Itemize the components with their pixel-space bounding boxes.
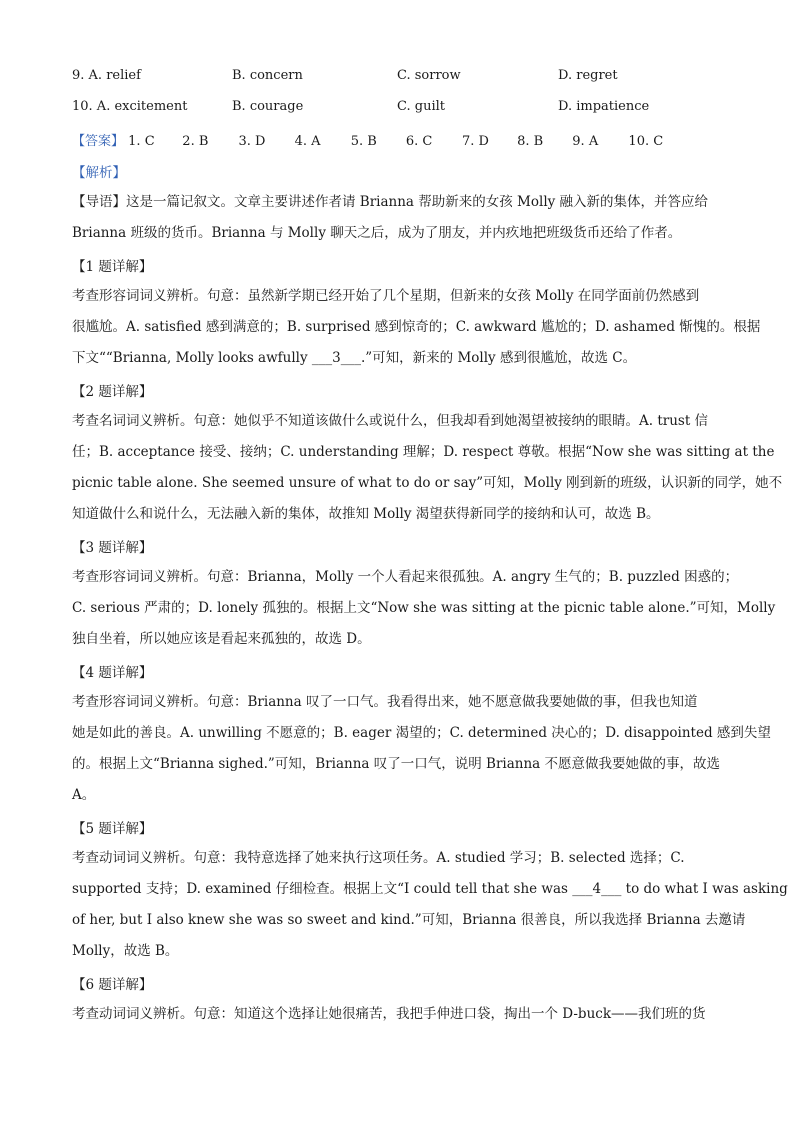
answer-item: 6. C bbox=[405, 134, 433, 149]
section-line: of her, but I also knew she was so sweet and kind.”可知，Brianna 很善良，所以我选择 Brianna 去邀请 bbox=[72, 912, 746, 928]
section-line: 很尴尬。A. satisfied 感到满意的；B. surprised 感到惊奇的；C. awkward 尴尬的；D. ashamed 惭愧的。根据 bbox=[72, 319, 761, 335]
section-line: 考查形容词词义辨析。句意：Brianna 叹了一口气。我看得出来，她不愿意做我要她做的事，但我也知道 bbox=[72, 694, 698, 710]
option-d: D. impatience bbox=[558, 99, 650, 114]
answer-item: 7. D bbox=[462, 134, 489, 149]
section-heading: 【5 题详解】 bbox=[72, 821, 153, 837]
options-row-10 bbox=[72, 99, 722, 119]
answer-label: 【答案】 bbox=[72, 134, 125, 149]
section-line: 考查动词词义辨析。句意：我特意选择了她来执行这项任务。A. studied 学习；B. selected 选择；C. bbox=[72, 850, 685, 866]
section-line: supported 支持；D. examined 仔细检查。根据上文“I could tell that she was ___4___ to do what I was asking bbox=[72, 881, 788, 897]
section-line: 考查形容词词义辨析。句意：Brianna，Molly 一个人看起来很孤独。A. angry 生气的；B. puzzled 困惑的； bbox=[72, 569, 739, 585]
section-heading: 【2 题详解】 bbox=[72, 384, 153, 400]
option-a: 10. A. excitement bbox=[72, 99, 188, 114]
answer-item: 9. A bbox=[572, 134, 599, 149]
option-a: 9. A. relief bbox=[72, 68, 141, 83]
options-row-9 bbox=[72, 68, 722, 88]
section-line: 考查名词词义辨析。句意：她似乎不知道该做什么或说什么，但我却看到她渴望被接纳的眼睛。A. trust 信 bbox=[72, 413, 709, 429]
option-d: D. regret bbox=[558, 68, 618, 83]
answer-row bbox=[72, 130, 663, 150]
option-c: C. sorrow bbox=[397, 68, 461, 83]
section-line: 她是如此的善良。A. unwilling 不愿意的；B. eager 渴望的；C. determined 决心的；D. disappointed 感到失望 bbox=[72, 725, 771, 741]
intro-text: 这是一篇记叙文。文章主要讲述作者请 Brianna 帮助新来的女孩 Molly 融入新的集体，并答应给 bbox=[126, 194, 709, 210]
answer-item: 4. A bbox=[294, 134, 321, 149]
answer-item: 3. D bbox=[238, 134, 266, 149]
intro-label: 【导语】 bbox=[72, 194, 126, 210]
section-heading: 【6 题详解】 bbox=[72, 977, 153, 993]
section-line: picnic table alone. She seemed unsure of what to do or say”可知，Molly 刚到新的班级，认识新的同学，她不 bbox=[72, 475, 783, 491]
section-heading: 【3 题详解】 bbox=[72, 540, 153, 556]
answer-item: 8. B bbox=[517, 134, 544, 149]
section-line: 考查形容词词义辨析。句意：虽然新学期已经开始了几个星期，但新来的女孩 Molly 在同学面前仍然感到 bbox=[72, 288, 700, 304]
section-line: 的。根据上文“Brianna sighed.”可知，Brianna 叹了一口气，说明 Brianna 不愿意做我要她做的事，故选 bbox=[72, 756, 721, 772]
answer-item: 10. C bbox=[628, 134, 664, 149]
intro-line: Brianna 班级的货币。Brianna 与 Molly 聊天之后，成为了朋友，并内疚地把班级货币还给了作者。 bbox=[72, 225, 682, 241]
answer-item: 2. B bbox=[182, 134, 209, 149]
section-heading: 【4 题详解】 bbox=[72, 665, 153, 681]
section-heading: 【1 题详解】 bbox=[72, 259, 153, 275]
section-line: Molly，故选 B。 bbox=[72, 943, 179, 959]
section-line: 任；B. acceptance 接受、接纳；C. understanding 理解；D. respect 尊敬。根据“Now she was sitting at the bbox=[72, 444, 775, 460]
option-c: C. guilt bbox=[397, 99, 445, 114]
section-line: C. serious 严肃的；D. lonely 孤独的。根据上文“Now she was sitting at the picnic table alone.”可知，Molly bbox=[72, 600, 776, 616]
intro-line bbox=[72, 192, 734, 212]
section-line: A。 bbox=[72, 787, 96, 803]
answer-item: 5. B bbox=[350, 134, 377, 149]
analysis-label: 【解析】 bbox=[72, 165, 126, 181]
section-line: 知道做什么和说什么，无法融入新的集体，故推知 Molly 渴望获得新同学的接纳和认可，故选 B。 bbox=[72, 506, 660, 522]
answer-item: 1. C bbox=[128, 134, 155, 149]
section-line: 下文““Brianna, Molly looks awfully ___3___.”可知，新来的 Molly 感到很尴尬，故选 C。 bbox=[72, 350, 637, 366]
section-line: 考查动词词义辨析。句意：知道这个选择让她很痛苦，我把手伸进口袋，掏出一个 D-buck——我们班的货 bbox=[72, 1006, 706, 1022]
option-b: B. concern bbox=[232, 68, 303, 83]
section-line: 独自坐着，所以她应该是看起来孤独的，故选 D。 bbox=[72, 631, 371, 647]
option-b: B. courage bbox=[232, 99, 304, 114]
